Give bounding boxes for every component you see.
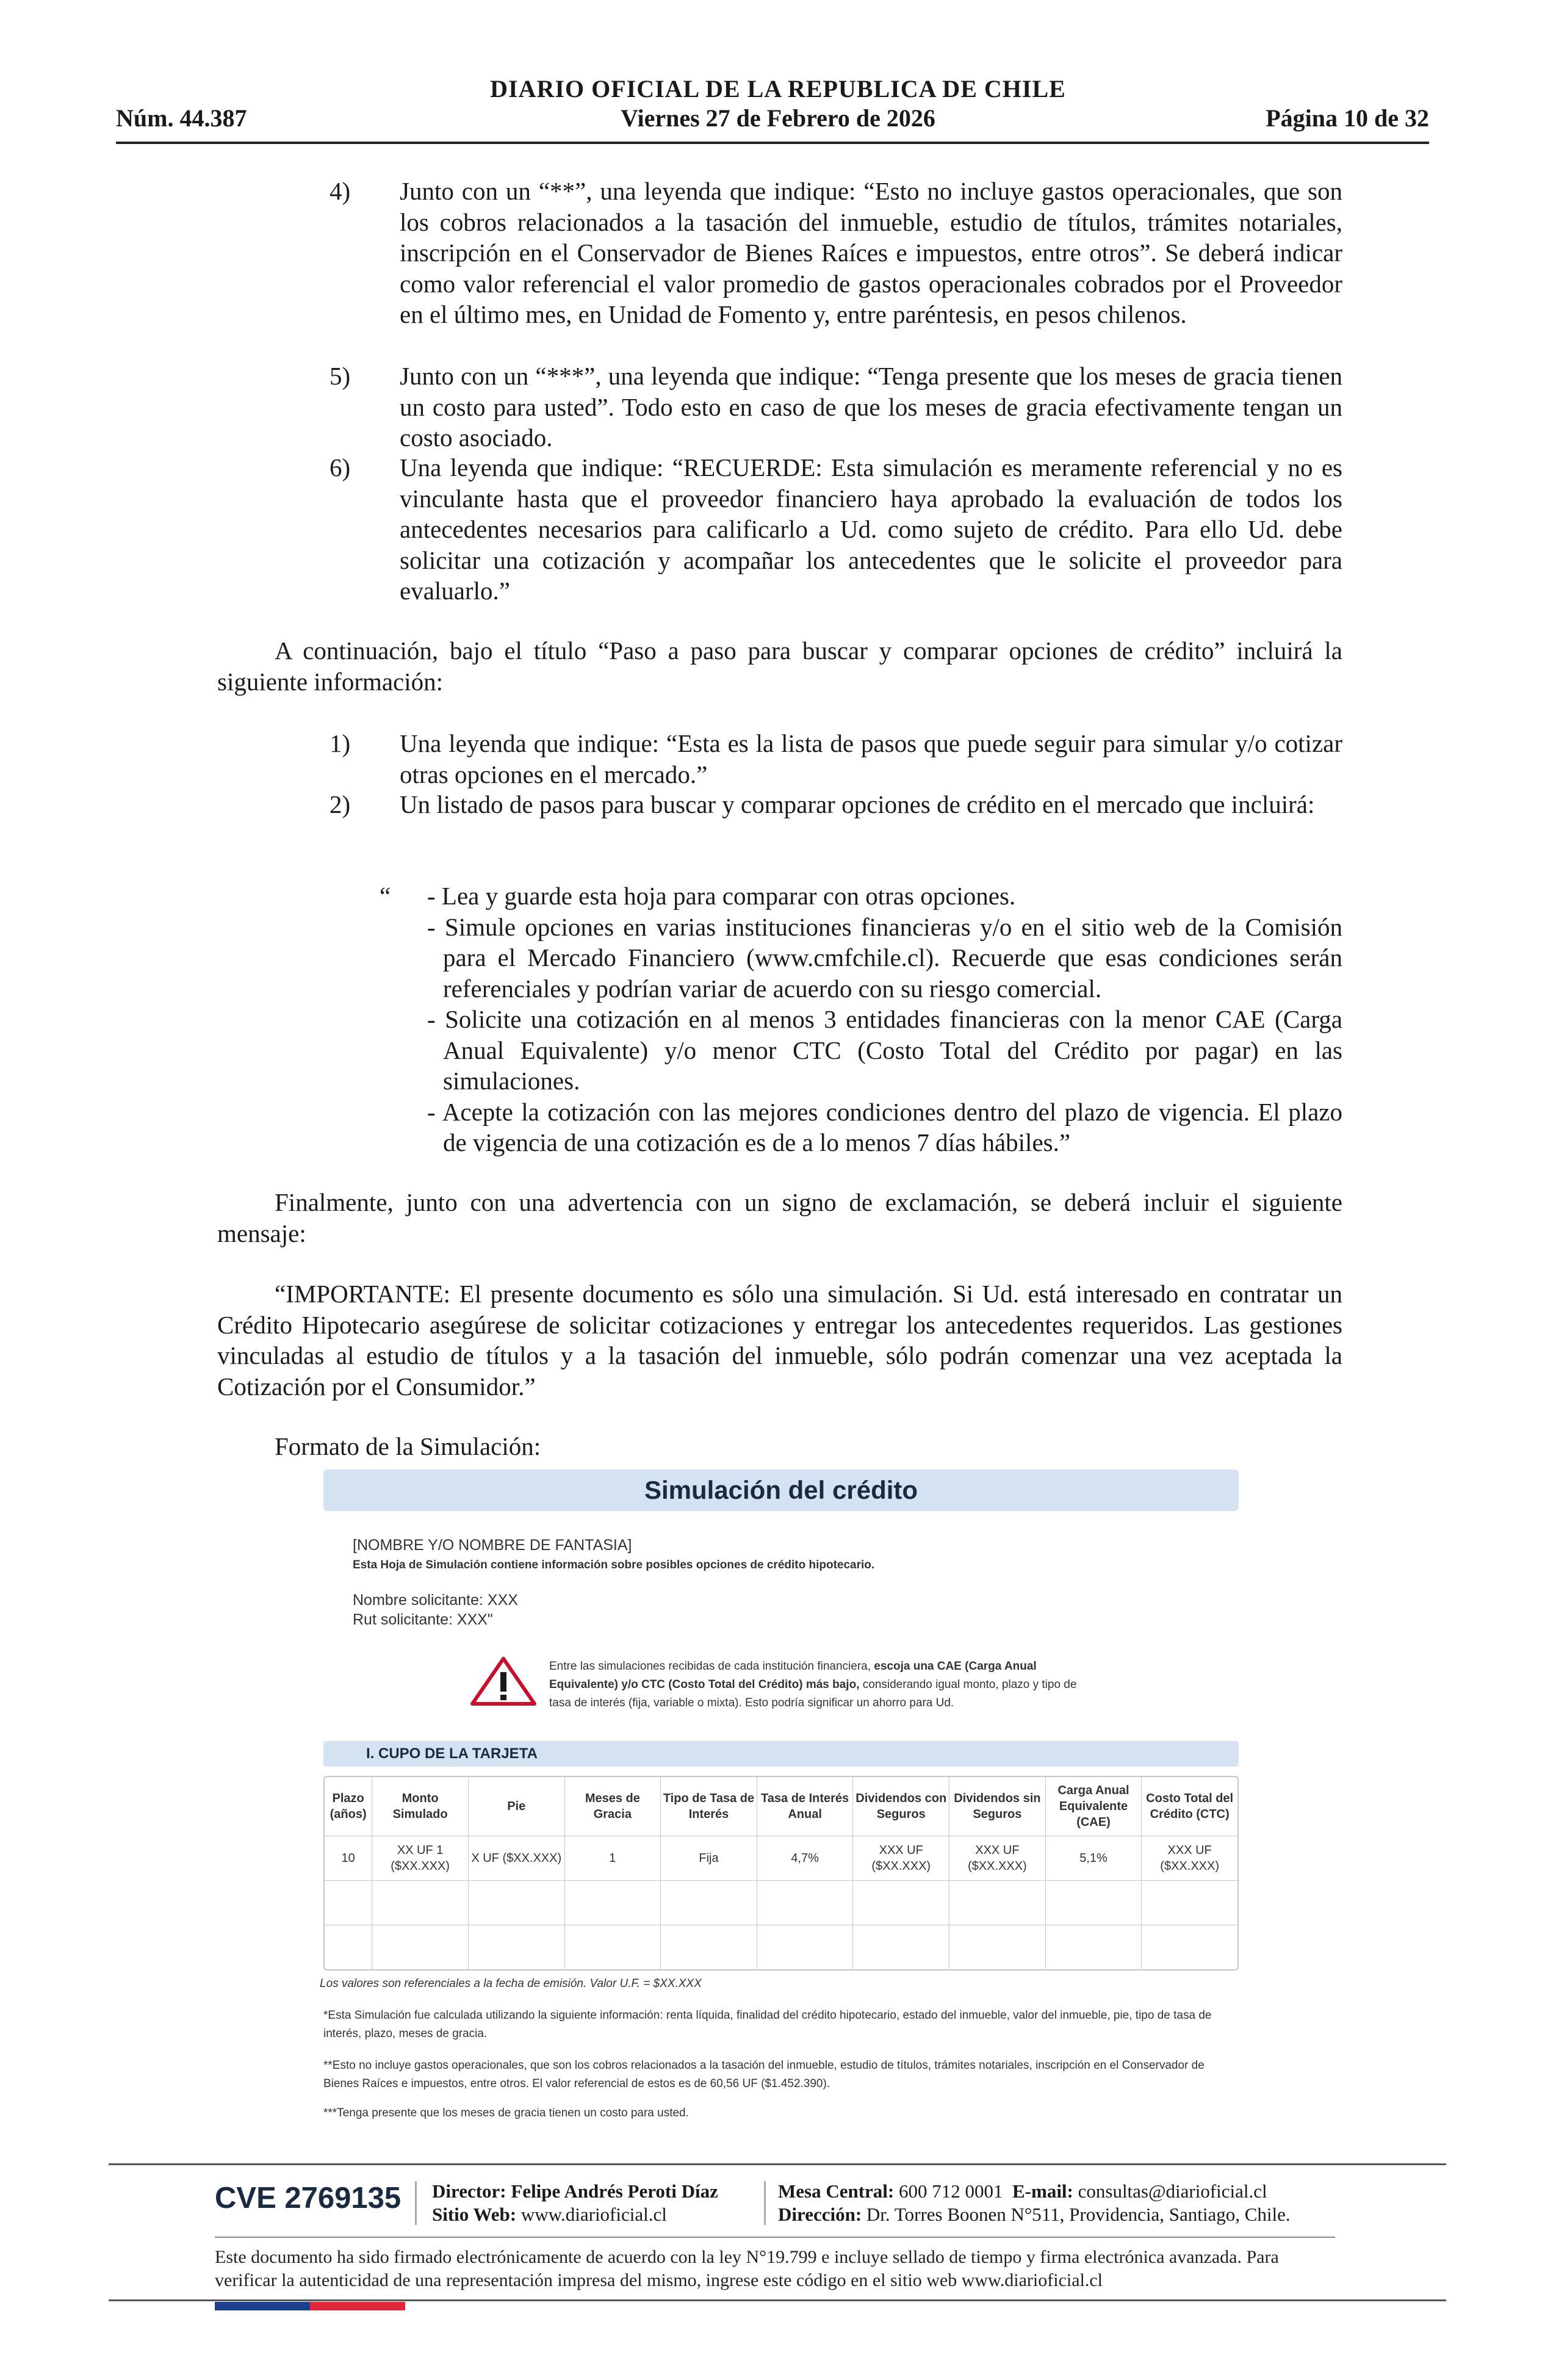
- reference-note: Los valores son referenciales a la fecha de emisión. Valor U.F. = $XX.XXX: [320, 1977, 702, 1990]
- legal-notice: Este documento ha sido firmado electrónicamente de acuerdo con la ley N°19.799 e incluye sellado de tiempo y firma electrónica avanzada. Para verificar la autenticidad de una representación impresa del mismo, ingrese este código en el sitio web www.diarioficial.cl: [215, 2247, 1279, 2290]
- list-item-2: [330, 789, 1342, 850]
- issue-date: Viernes 27 de Febrero de 2026: [621, 104, 935, 132]
- issue-number: Núm. 44.387: [116, 104, 247, 132]
- footer-separator: [764, 2181, 766, 2225]
- section-header-cupo: I. CUPO DE LA TARJETA: [323, 1741, 1239, 1767]
- list-item-text: Junto con un “**”, una leyenda que indique: “Esto no incluye gastos operacionales, que son los cobros relacionados a la tasación del inmueble, estudio de títulos, trámites notariales, inscripción en el Conservador de Bienes Raíces e impuestos, entre otros”. Se deberá indicar como valor referencial el valor promedio de gastos operacionales cobrados por el Proveedor en el último mes, en Unidad de Fomento y, entre paréntesis, en pesos chilenos.: [400, 177, 1342, 328]
- list-item-number: 6): [330, 453, 351, 481]
- table-cell: 5,1%: [1046, 1836, 1142, 1881]
- bullet-item: - Simule opciones en varias instituciones financieras y/o en el sitio web de la Comisión para el Mercado Financiero (www.cmfchile.cl). Recuerde que esas condiciones serán referenciales y podrían variar de acuerdo con su riesgo comercial.: [427, 912, 1342, 1003]
- simulation-form: [320, 1469, 1239, 2119]
- paragraph-steps-intro: A continuación, bajo el título “Paso a paso para buscar y comparar opciones de crédito” incluirá la siguiente información:: [217, 636, 1342, 696]
- list-item-number: 4): [330, 177, 351, 205]
- mesa-label: Mesa Central:: [778, 2180, 895, 2202]
- list-item-1: [330, 728, 1342, 789]
- table-header-cell: Dividendos con Seguros: [853, 1777, 949, 1836]
- footer-divider-bottom: [109, 2299, 1446, 2301]
- paragraph-warning-intro: Finalmente, junto con una advertencia con un signo de exclamación, se deberá incluir el siguiente mensaje:: [217, 1188, 1342, 1247]
- address-label: Dirección:: [778, 2204, 862, 2225]
- table-header-row: [325, 1777, 1237, 1836]
- footer-contact-block: [778, 2180, 1291, 2226]
- paragraph-important-message: “IMPORTANTE: El presente documento es sólo una simulación. Si Ud. está interesado en contratar un Crédito Hipotecario asegúrese de solicitar cotizaciones y entregar los antecedentes requeridos. Las gestiones vinculadas al estudio de títulos y a la tasación del inmueble, sólo podrán comenzar una vez aceptada la Cotización por el Consumidor.”: [217, 1280, 1342, 1401]
- table-header-cell: Pie: [469, 1777, 565, 1836]
- table-header-cell: Monto Simulado: [372, 1777, 469, 1836]
- footnote-1: *Esta Simulación fue calculada utilizando la siguiente información: renta líquida, finalidad del crédito hipotecario, estado del inmueble, valor del inmueble, pie, tipo de tasa de interés, plazo, meses de gracia.: [323, 2009, 1212, 2040]
- table-cell: XXX UF ($XX.XXX): [1142, 1836, 1237, 1881]
- paragraph-format-label: Formato de la Simulación:: [275, 1432, 541, 1460]
- table-cell: 4,7%: [757, 1836, 854, 1881]
- bullet-item: - Solicite una cotización en al menos 3 entidades financieras con la menor CAE (Carga Anual Equivalente) y/o menor CTC (Costo Total del Crédito por pagar) en las simulaciones.: [427, 1005, 1342, 1095]
- list-item-6: [330, 452, 1342, 605]
- form-title: Simulación del crédito: [323, 1469, 1239, 1511]
- footer-divider: [109, 2163, 1446, 2165]
- flag-stripe-red: [310, 2302, 405, 2310]
- table-row-empty: [325, 1925, 1237, 1969]
- list-item-text: Una leyenda que indique: “Esta es la lista de pasos que puede seguir para simular y/o cotizar otras opciones en el mercado.”: [400, 729, 1342, 788]
- table-header-cell: Plazo (años): [325, 1777, 372, 1836]
- applicant-rut: Rut solicitante: XXX": [353, 1611, 493, 1628]
- list-item-text: Un listado de pasos para buscar y comparar opciones de crédito en el mercado que incluirá:: [400, 790, 1315, 818]
- table-cell: Fija: [661, 1836, 757, 1881]
- list-item-4: [330, 176, 1342, 359]
- list-item-number: 1): [330, 729, 351, 757]
- director-name: Felipe Andrés Peroti Díaz: [511, 2180, 718, 2202]
- email-label: E-mail:: [1012, 2180, 1073, 2202]
- footer-director-block: [432, 2180, 718, 2226]
- table-cell: XXX UF ($XX.XXX): [949, 1836, 1046, 1881]
- table-header-cell: Costo Total del Crédito (CTC): [1142, 1777, 1237, 1836]
- simulation-table: [323, 1776, 1239, 1971]
- newspaper-title: DIARIO OFICIAL DE LA REPUBLICA DE CHILE: [490, 75, 1066, 103]
- table-cell: 1: [565, 1836, 661, 1881]
- footer-divider-thin: [215, 2237, 1335, 2238]
- website-label: Sitio Web:: [432, 2204, 517, 2225]
- list-item-text: Una leyenda que indique: “RECUERDE: Esta simulación es meramente referencial y no es vinculante hasta que el proveedor financiero haya aprobado la evaluación de todos los antecedentes necesarios para calificarlo a Ud. como sujeto de crédito. Para ello Ud. debe solicitar una cotización y acompañar los antecedentes que le solicite el proveedor para evaluarlo.”: [400, 453, 1342, 605]
- table-row: [325, 1836, 1237, 1881]
- table-row-empty: [325, 1881, 1237, 1925]
- list-item-number: 5): [330, 362, 351, 390]
- steps-bullet-list: [380, 881, 1342, 1158]
- table-cell: 10: [325, 1836, 372, 1881]
- list-item-5: [330, 361, 1342, 452]
- provider-name-placeholder: [NOMBRE Y/O NOMBRE DE FANTASIA]: [353, 1537, 632, 1554]
- applicant-name: Nombre solicitante: XXX: [353, 1592, 518, 1609]
- website-link[interactable]: www.diarioficial.cl: [520, 2204, 667, 2225]
- mesa-phone: 600 712 0001: [899, 2180, 1003, 2202]
- warning-triangle-icon: [470, 1656, 537, 1706]
- bullet-item: - Acepte la cotización con las mejores condiciones dentro del plazo de vigencia. El plazo de vigencia de una cotización es de a lo menos 7 días hábiles.”: [427, 1097, 1342, 1156]
- director-label: Director:: [432, 2180, 506, 2202]
- header-divider: [116, 142, 1429, 144]
- address-text: Dr. Torres Boonen N°511, Providencia, Santiago, Chile.: [866, 2204, 1291, 2225]
- email-link[interactable]: consultas@diarioficial.cl: [1078, 2180, 1267, 2202]
- table-header-cell: Tasa de Interés Anual: [757, 1777, 854, 1836]
- footer-separator: [415, 2181, 417, 2225]
- page-number: Página 10 de 32: [1266, 104, 1429, 132]
- list-item-number: 2): [330, 790, 351, 818]
- table-header-cell: Carga Anual Equivalente (CAE): [1046, 1777, 1142, 1836]
- table-cell: XXX UF ($XX.XXX): [853, 1836, 949, 1881]
- form-intro: Esta Hoja de Simulación contiene información sobre posibles opciones de crédito hipotecario.: [353, 1559, 875, 1571]
- table-header-cell: Tipo de Tasa de Interés: [661, 1777, 757, 1836]
- footnote-2: **Esto no incluye gastos operacionales, que son los cobros relacionados a la tasación del inmueble, estudio de títulos, trámites notariales, inscripción en el Conservador de Bienes Raíces e impuestos, entre otros. El valor referencial de estos es de 60,56 UF ($1.452.390).: [323, 2059, 1205, 2090]
- table-cell: XX UF 1 ($XX.XXX): [372, 1836, 469, 1881]
- flag-stripe-blue: [215, 2302, 310, 2310]
- footnote-3: ***Tenga presente que los meses de gracia tienen un costo para usted.: [323, 2107, 689, 2119]
- table-header-cell: Dividendos sin Seguros: [949, 1777, 1046, 1836]
- opening-quote: “: [380, 882, 391, 910]
- table-header-cell: Meses de Gracia: [565, 1777, 661, 1836]
- warning-text: Entre las simulaciones recibidas de cada institución financiera, escoja una CAE (Carga Anual Equivalente) y/o CTC (Costo Total del Crédito) más bajo, considerando igual monto, plazo y tipo de tasa de interés (fija, variable o mixta). Esto podría significar un ahorro para Ud.: [549, 1660, 1077, 1709]
- bullet-item: - Lea y guarde esta hoja para comparar con otras opciones.: [427, 882, 1016, 910]
- list-item-text: Junto con un “***”, una leyenda que indique: “Tenga presente que los meses de gracia tienen un costo para usted”. Todo esto en caso de que los meses de gracia efectivamente tengan un costo asociado.: [400, 362, 1342, 452]
- cve-code: CVE 2769135: [215, 2182, 402, 2215]
- table-cell: X UF ($XX.XXX): [469, 1836, 565, 1881]
